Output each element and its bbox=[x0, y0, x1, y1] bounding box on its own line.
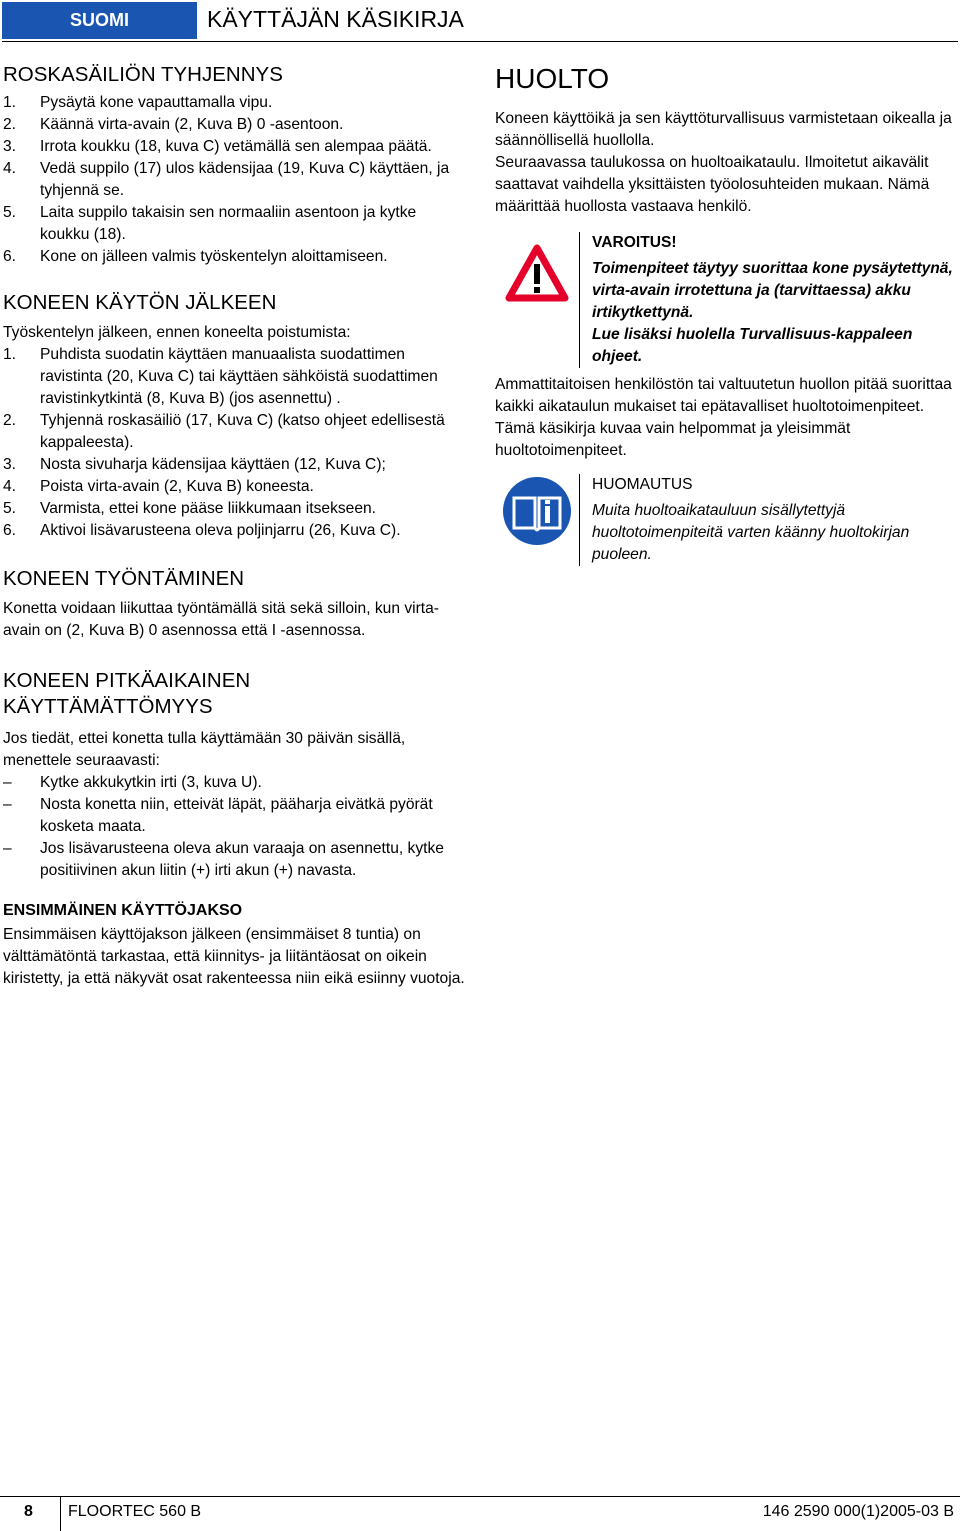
step-number: 4. bbox=[3, 478, 17, 495]
step-text: Aktivoi lisävarusteena oleva poljinjarru (26, Kuva C). bbox=[40, 522, 401, 539]
step-text: Irrota koukku (18, kuva C) vetämällä sen alempaa päätä. bbox=[40, 138, 432, 155]
step-text: Nosta sivuharja kädensijaa käyttäen (12, Kuva C); bbox=[40, 456, 386, 473]
hopper-steps bbox=[3, 92, 465, 268]
section-long-inactivity bbox=[3, 668, 465, 882]
note-title: HUOMAUTUS bbox=[592, 476, 693, 493]
step-number: 2. bbox=[3, 412, 17, 429]
step-text: Laita suppilo takaisin sen normaaliin asentoon ja kytke koukku (18). bbox=[40, 204, 417, 243]
dash-mark: – bbox=[3, 840, 12, 857]
note-text: Muita huoltoaikatauluun sisällytettyjä huoltotoimenpiteitä varten käänny huoltokirjan puoleen. bbox=[592, 502, 910, 563]
step-text: Puhdista suodatin käyttäen manuaalista suodattimen ravistinta (20, Kuva C) tai käyttäen sähköistä suodattimen ravistinkytkintä (8, Kuva B) (jos asennettu) . bbox=[40, 346, 438, 407]
first-period-text: Ensimmäisen käyttöjakson jälkeen (ensimmäiset 8 tuntia) on välttämätöntä tarkastaa, että kiinnitys- ja liitäntäosat on oikein kiristetty, ja että näkyvät osat rakenteessa niin eikä esiinny vuotoja. bbox=[3, 926, 465, 987]
step-text: Vedä suppilo (17) ulos kädensijaa (19, Kuva C) käyttäen, ja tyhjennä se. bbox=[40, 160, 450, 199]
pushing-text: Konetta voidaan liikuttaa työntämällä sitä sekä silloin, kun virta-avain on (2, Kuva B) 0 asennossa että I -asennossa. bbox=[3, 600, 439, 639]
maintenance-p1: Koneen käyttöikä ja sen käyttöturvallisuus varmistetaan oikealla ja säännöllisellä huollolla. bbox=[495, 110, 952, 149]
right-column bbox=[495, 62, 955, 566]
step-number: 4. bbox=[3, 160, 17, 177]
manual-title: KÄYTTÄJÄN KÄSIKIRJA bbox=[207, 6, 464, 32]
section-title-pushing: KONEEN TYÖNTÄMINEN bbox=[3, 567, 245, 590]
warning-text: Toimenpiteet täytyy suorittaa kone pysäytettynä, virta-avain irrotettuna ja (tarvittaessa) akku irtikytkettynä. bbox=[592, 260, 953, 321]
inactivity-intro: Jos tiedät, ettei konetta tulla käyttämään 30 päivän sisällä, menettele seuraavasti: bbox=[3, 730, 406, 769]
footer-separator bbox=[60, 1496, 61, 1531]
list-item bbox=[3, 794, 465, 838]
list-item bbox=[3, 476, 465, 498]
footer-document-number: 146 2590 000(1)2005-03 B bbox=[762, 1503, 954, 1520]
step-text: Varmista, ettei kone pääse liikkumaan itsekseen. bbox=[40, 500, 377, 517]
after-use-steps bbox=[3, 344, 465, 542]
section-title-inactivity-line2: KÄYTTÄMÄTTÖMYYS bbox=[3, 695, 213, 718]
step-text: Poista virta-avain (2, Kuva B) koneesta. bbox=[40, 478, 314, 495]
list-item bbox=[3, 838, 465, 882]
maintenance-p2: Seuraavassa taulukossa on huoltoaikataulu. Ilmoitetut aikavälit saattavat vaihdella yksittäisten työolosuhteiden mukaan. Nämä määrittää huollosta vastaava henkilö. bbox=[495, 154, 930, 215]
section-hopper-emptying bbox=[3, 62, 465, 268]
list-item bbox=[3, 520, 465, 542]
list-item bbox=[3, 202, 465, 246]
step-number: 5. bbox=[3, 204, 17, 221]
list-item bbox=[3, 498, 465, 520]
list-item bbox=[3, 772, 465, 794]
note-content bbox=[579, 474, 955, 566]
warning-box bbox=[495, 232, 955, 368]
section-pushing bbox=[3, 566, 465, 642]
step-number: 6. bbox=[3, 522, 17, 539]
step-number: 1. bbox=[3, 94, 17, 111]
warning-text-2: Lue lisäksi huolella Turvallisuus-kappaleen ohjeet. bbox=[592, 326, 913, 365]
step-number: 5. bbox=[3, 500, 17, 517]
language-tab: SUOMI bbox=[2, 2, 197, 39]
list-item bbox=[3, 454, 465, 476]
maintenance-p3: Ammattitaitoisen henkilöstön tai valtuutetun huollon pitää suorittaa kaikki aikataulun mukaiset tai epätavalliset huoltotoimenpiteet. bbox=[495, 376, 952, 415]
footer-divider bbox=[0, 1496, 960, 1497]
left-column bbox=[3, 62, 465, 990]
section-first-period bbox=[3, 900, 465, 990]
item-text: Nosta konetta niin, etteivät läpät, pääharja eivätkä pyörät kosketa maata. bbox=[40, 796, 433, 835]
dash-mark: – bbox=[3, 796, 12, 813]
inactivity-list bbox=[3, 772, 465, 882]
section-title-hopper: ROSKASÄILIÖN TYHJENNYS bbox=[3, 63, 283, 86]
step-number: 2. bbox=[3, 116, 17, 133]
step-text: Kone on jälleen valmis työskentelyn aloittamiseen. bbox=[40, 248, 388, 265]
step-number: 3. bbox=[3, 138, 17, 155]
step-text: Pysäytä kone vapauttamalla vipu. bbox=[40, 94, 273, 111]
item-text: Kytke akkukytkin irti (3, kuva U). bbox=[40, 774, 262, 791]
section-after-use bbox=[3, 290, 465, 542]
manual-book-icon bbox=[495, 474, 579, 546]
step-text: Tyhjennä roskasäiliö (17, Kuva C) (katso ohjeet edellisestä kappaleesta). bbox=[40, 412, 445, 451]
section-title-after-use: KONEEN KÄYTÖN JÄLKEEN bbox=[3, 291, 277, 314]
section-title-inactivity-line1: KONEEN PITKÄAIKAINEN bbox=[3, 669, 251, 692]
warning-content bbox=[579, 232, 955, 368]
list-item bbox=[3, 158, 465, 202]
section-title-first-period: ENSIMMÄINEN KÄYTTÖJAKSO bbox=[3, 902, 243, 919]
item-text: Jos lisävarusteena oleva akun varaaja on asennettu, kytke positiivinen akun liitin (+) irti akun (+) navasta. bbox=[40, 840, 444, 879]
after-use-intro: Työskentelyn jälkeen, ennen koneelta poistumista: bbox=[3, 324, 351, 341]
section-title-maintenance: HUOLTO bbox=[495, 63, 610, 94]
dash-mark: – bbox=[3, 774, 12, 791]
page-number: 8 bbox=[24, 1503, 33, 1520]
step-number: 3. bbox=[3, 456, 17, 473]
list-item bbox=[3, 114, 465, 136]
maintenance-p4: Tämä käsikirja kuvaa vain helpommat ja yleisimmät huoltotoimenpiteet. bbox=[495, 420, 851, 459]
list-item bbox=[3, 410, 465, 454]
step-number: 6. bbox=[3, 248, 17, 265]
list-item bbox=[3, 246, 465, 268]
header-divider bbox=[2, 41, 958, 42]
warning-triangle-icon bbox=[495, 232, 579, 302]
footer-model: FLOORTEC 560 B bbox=[68, 1503, 202, 1520]
warning-title: VAROITUS! bbox=[592, 234, 677, 251]
list-item bbox=[3, 344, 465, 410]
list-item bbox=[3, 136, 465, 158]
note-box bbox=[495, 474, 955, 566]
list-item bbox=[3, 92, 465, 114]
step-text: Käännä virta-avain (2, Kuva B) 0 -asentoon. bbox=[40, 116, 344, 133]
step-number: 1. bbox=[3, 346, 17, 363]
